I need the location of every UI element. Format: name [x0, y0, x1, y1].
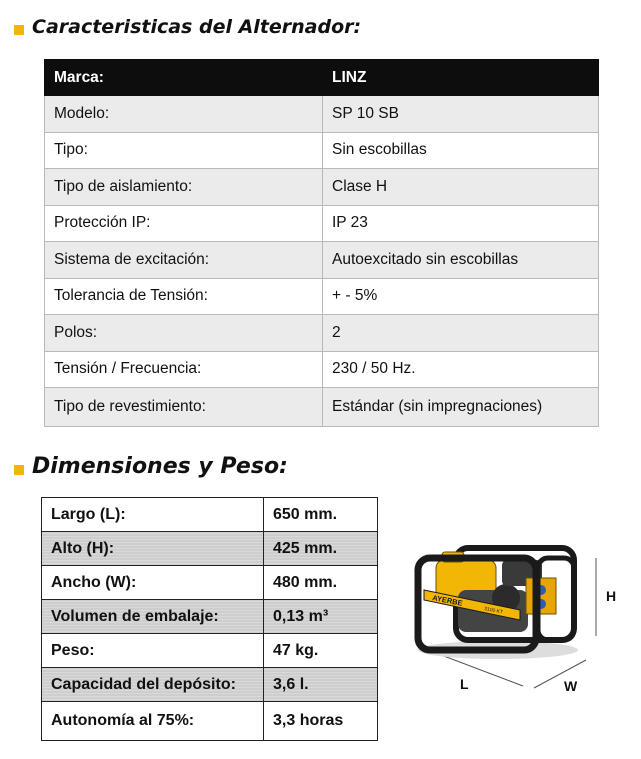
table-row [42, 532, 378, 566]
dimensions-table [41, 497, 378, 741]
row-value: 47 kg. [264, 634, 378, 668]
table-row [45, 278, 599, 315]
section-title-dimensions [14, 454, 288, 479]
row-value: + - 5% [323, 278, 599, 315]
header-value: LINZ [323, 60, 599, 96]
yellow-bullet-icon [14, 465, 24, 475]
row-label: Sistema de excitación: [45, 242, 323, 279]
row-label: Alto (H): [42, 532, 264, 566]
table-row [45, 315, 599, 352]
row-label: Tipo: [45, 132, 323, 169]
row-value: Estándar (sin impregnaciones) [323, 388, 599, 427]
table-row [42, 498, 378, 532]
row-value: 3,3 horas [264, 702, 378, 741]
table-row [45, 205, 599, 242]
row-value: 425 mm. [264, 532, 378, 566]
table-row [42, 634, 378, 668]
table-row [45, 169, 599, 206]
row-value: 0,13 m³ [264, 600, 378, 634]
row-label: Modelo: [45, 96, 323, 133]
length-label: L [460, 676, 469, 692]
width-label: W [564, 678, 578, 694]
table-row [42, 600, 378, 634]
table-row [45, 96, 599, 133]
model-text: 3100 KT [483, 606, 504, 616]
header-label: Marca: [45, 60, 323, 96]
brand-text: AYERBE [431, 593, 464, 608]
row-value: 3,6 l. [264, 668, 378, 702]
generator-figure [398, 538, 638, 698]
table-header-row [45, 60, 599, 96]
table-row [45, 388, 599, 427]
row-label: Capacidad del depósito: [42, 668, 264, 702]
row-label: Tolerancia de Tensión: [45, 278, 323, 315]
row-label: Largo (L): [42, 498, 264, 532]
row-value: 230 / 50 Hz. [323, 351, 599, 388]
row-label: Peso: [42, 634, 264, 668]
yellow-bullet-icon [14, 25, 24, 35]
row-label: Tipo de aislamiento: [45, 169, 323, 206]
width-dimension-line [534, 660, 586, 688]
height-label: H [606, 588, 617, 604]
row-label: Polos: [45, 315, 323, 352]
table-row [42, 702, 378, 741]
row-value: Clase H [323, 169, 599, 206]
table-row [45, 351, 599, 388]
row-value: 650 mm. [264, 498, 378, 532]
table-row [42, 668, 378, 702]
row-label: Protección IP: [45, 205, 323, 242]
row-label: Tipo de revestimiento: [45, 388, 323, 427]
row-value: 480 mm. [264, 566, 378, 600]
row-label: Tensión / Frecuencia: [45, 351, 323, 388]
row-value: Sin escobillas [323, 132, 599, 169]
alternator-table [44, 59, 599, 427]
table-row [45, 242, 599, 279]
row-label: Autonomía al 75%: [42, 702, 264, 741]
row-label: Volumen de embalaje: [42, 600, 264, 634]
row-value: 2 [323, 315, 599, 352]
row-value: SP 10 SB [323, 96, 599, 133]
generator-illustration [398, 538, 638, 698]
row-label: Ancho (W): [42, 566, 264, 600]
row-value: IP 23 [323, 205, 599, 242]
section-title-text: Dimensiones y Peso: [32, 454, 288, 479]
section-title-alternator [14, 16, 361, 38]
table-row [45, 132, 599, 169]
table-row [42, 566, 378, 600]
section-title-text: Caracteristicas del Alternador: [32, 16, 362, 38]
row-value: Autoexcitado sin escobillas [323, 242, 599, 279]
